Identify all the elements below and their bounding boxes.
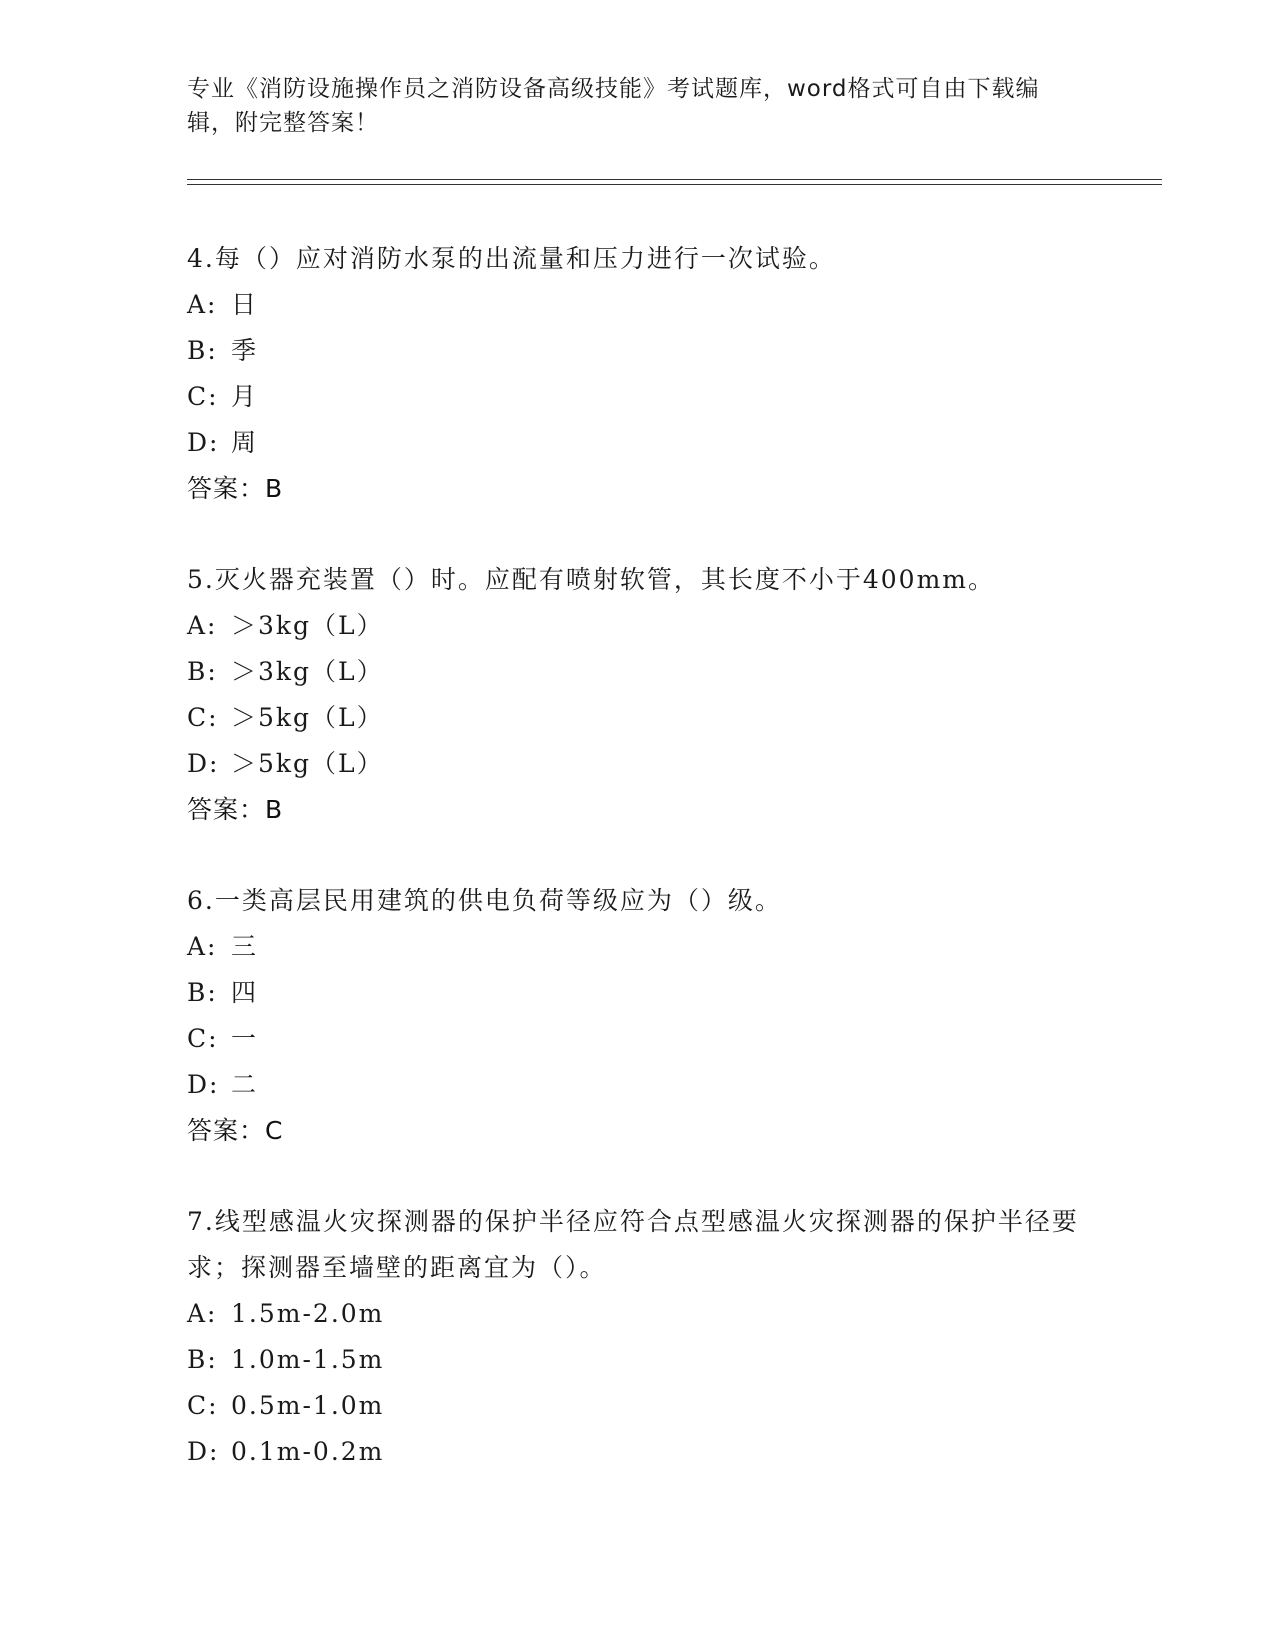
question-stem: 6.一类高层民用建筑的供电负荷等级应为（）级。 xyxy=(187,886,782,915)
option-c xyxy=(187,374,1087,420)
option-letter: B: xyxy=(187,336,218,365)
option-text: 周 xyxy=(231,428,259,457)
option-a xyxy=(187,603,1087,649)
option-text: ＞3kg（L） xyxy=(231,657,384,686)
option-letter: B: xyxy=(187,978,218,1007)
option-letter: B: xyxy=(187,657,218,686)
option-letter: C: xyxy=(187,703,219,732)
option-text: 0.5m-1.0m xyxy=(231,1391,385,1420)
answer-line: 答案：C xyxy=(187,1116,284,1145)
option-text: 月 xyxy=(231,382,259,411)
option-b xyxy=(187,1337,1087,1383)
question-6 xyxy=(187,878,1087,1154)
option-d xyxy=(187,1062,1087,1108)
answer-line: 答案：B xyxy=(187,474,284,503)
option-text: 四 xyxy=(231,978,259,1007)
option-text: ＞5kg（L） xyxy=(231,749,384,778)
option-text: 季 xyxy=(231,336,259,365)
option-text: 0.1m-0.2m xyxy=(231,1437,385,1466)
option-letter: C: xyxy=(187,1024,219,1053)
header-divider-bottom xyxy=(187,184,1162,185)
question-5 xyxy=(187,557,1087,833)
option-c xyxy=(187,1383,1087,1429)
option-d xyxy=(187,1429,1087,1475)
option-a xyxy=(187,1291,1087,1337)
option-b xyxy=(187,328,1087,374)
option-letter: C: xyxy=(187,382,219,411)
question-stem: 4.每（）应对消防水泵的出流量和压力进行一次试验。 xyxy=(187,244,836,273)
option-letter: A: xyxy=(187,611,218,640)
option-letter: D: xyxy=(187,428,220,457)
option-c xyxy=(187,1016,1087,1062)
option-text: 日 xyxy=(231,290,259,319)
option-d xyxy=(187,741,1087,787)
option-c xyxy=(187,695,1087,741)
option-text: ＞5kg（L） xyxy=(231,703,384,732)
option-text: 三 xyxy=(231,932,259,961)
option-letter: A: xyxy=(187,1299,218,1328)
option-letter: D: xyxy=(187,1437,220,1466)
answer-line: 答案：B xyxy=(187,795,284,824)
option-b xyxy=(187,970,1087,1016)
option-letter: D: xyxy=(187,1070,220,1099)
option-a xyxy=(187,924,1087,970)
option-text: 二 xyxy=(231,1070,259,1099)
option-a xyxy=(187,282,1087,328)
option-letter: A: xyxy=(187,290,218,319)
option-text: 1.5m-2.0m xyxy=(231,1299,385,1328)
question-4 xyxy=(187,236,1087,512)
option-text: ＞3kg（L） xyxy=(231,611,384,640)
option-text: 1.0m-1.5m xyxy=(231,1345,385,1374)
document-header: 专业《消防设施操作员之消防设备高级技能》考试题库，word格式可自由下载编辑，附完整答案！ xyxy=(187,76,1040,136)
option-b xyxy=(187,649,1087,695)
option-letter: D: xyxy=(187,749,220,778)
option-text: 一 xyxy=(231,1024,259,1053)
question-stem: 7.线型感温火灾探测器的保护半径应符合点型感温火灾探测器的保护半径要求；探测器至墙壁的距离宜为（）。 xyxy=(187,1207,1079,1282)
option-letter: B: xyxy=(187,1345,218,1374)
question-7 xyxy=(187,1199,1087,1475)
question-stem: 5.灭火器充装置（）时。应配有喷射软管，其长度不小于400mm。 xyxy=(187,565,995,594)
option-letter: A: xyxy=(187,932,218,961)
option-d xyxy=(187,420,1087,466)
option-letter: C: xyxy=(187,1391,219,1420)
header-divider-top xyxy=(187,179,1162,180)
